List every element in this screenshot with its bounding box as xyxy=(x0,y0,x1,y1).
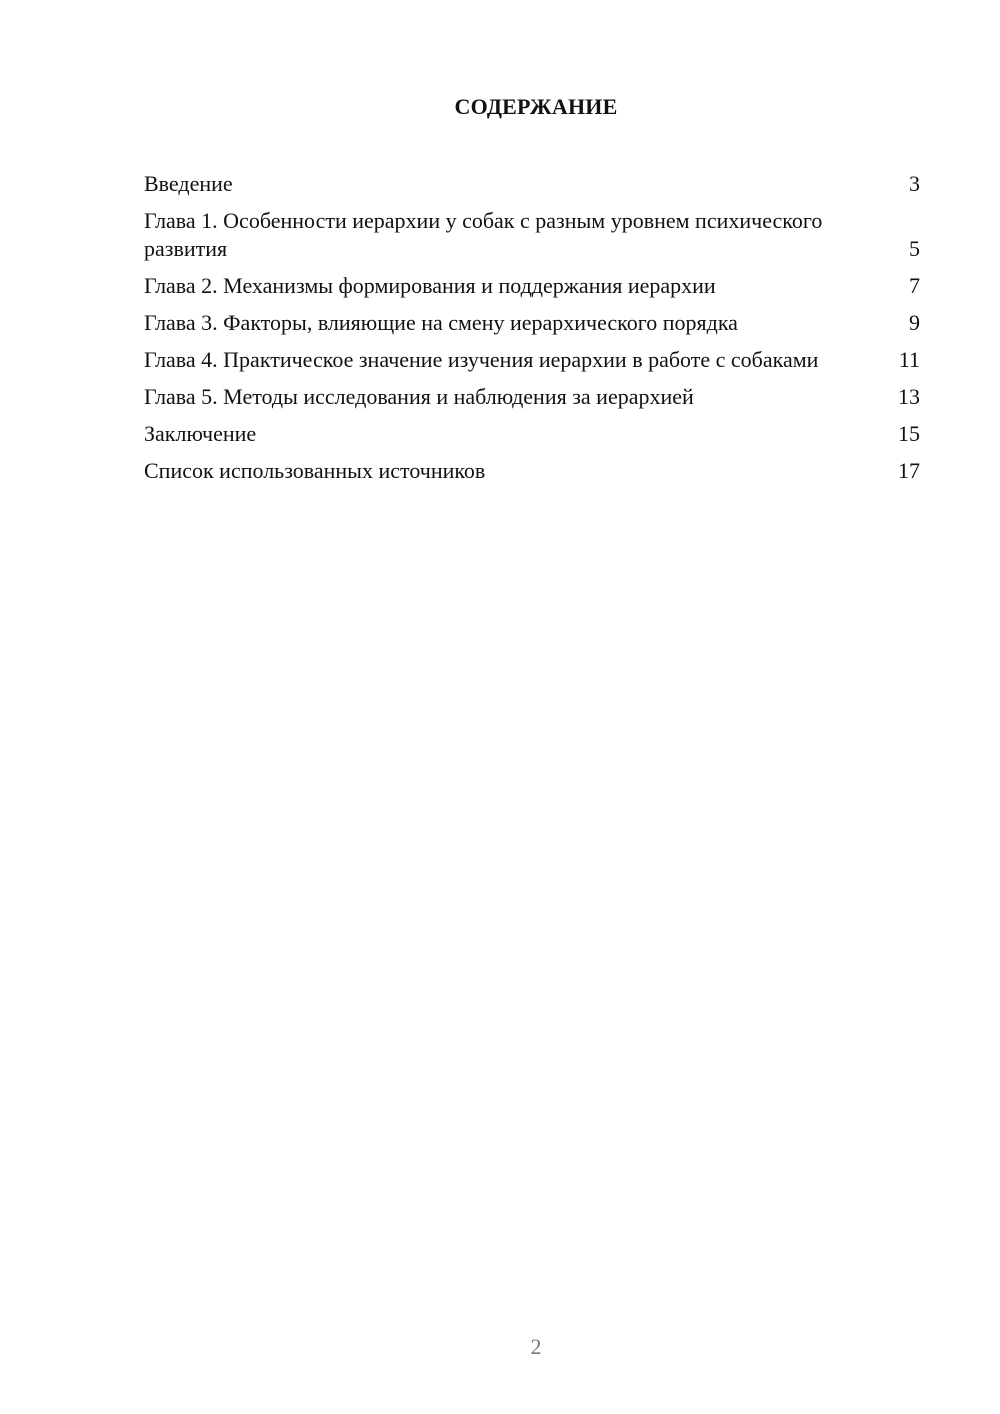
toc-entry-text: Глава 3. Факторы, влияющие на смену иерархического порядка xyxy=(144,310,738,335)
toc-entry-page: 17 xyxy=(898,458,920,483)
toc-entry-references xyxy=(144,457,920,485)
toc-entry-page: 11 xyxy=(898,347,920,372)
toc-entry-page: 5 xyxy=(909,236,920,261)
table-of-contents xyxy=(144,170,920,494)
toc-entry-text: Глава 5. Методы исследования и наблюдения за иерархией xyxy=(144,384,694,409)
toc-entry-chapter-4 xyxy=(144,346,920,374)
page-title: СОДЕРЖАНИЕ xyxy=(454,94,618,119)
toc-entry-page: 13 xyxy=(898,384,920,409)
toc-entry-text: Глава 1. Особенности иерархии у собак с разным уровнем психического развития xyxy=(144,208,823,261)
toc-entry-text: Глава 4. Практическое значение изучения иерархии в работе с собаками xyxy=(144,347,819,372)
toc-entry-text: Введение xyxy=(144,171,233,196)
toc-entry-conclusion xyxy=(144,420,920,448)
toc-entry-chapter-5 xyxy=(144,383,920,411)
toc-entry-page: 7 xyxy=(909,273,920,298)
toc-entry-page: 9 xyxy=(909,310,920,335)
toc-entry-chapter-1 xyxy=(144,207,920,263)
toc-entry-introduction xyxy=(144,170,920,198)
page-number: 2 xyxy=(530,1334,542,1359)
toc-entry-page: 3 xyxy=(909,171,920,196)
toc-entry-text: Список использованных источников xyxy=(144,458,486,483)
toc-entry-chapter-3 xyxy=(144,309,920,337)
toc-entry-text: Заключение xyxy=(144,421,257,446)
toc-entry-page: 15 xyxy=(898,421,920,446)
toc-entry-chapter-2 xyxy=(144,272,920,300)
toc-entry-text: Глава 2. Механизмы формирования и поддержания иерархии xyxy=(144,273,716,298)
